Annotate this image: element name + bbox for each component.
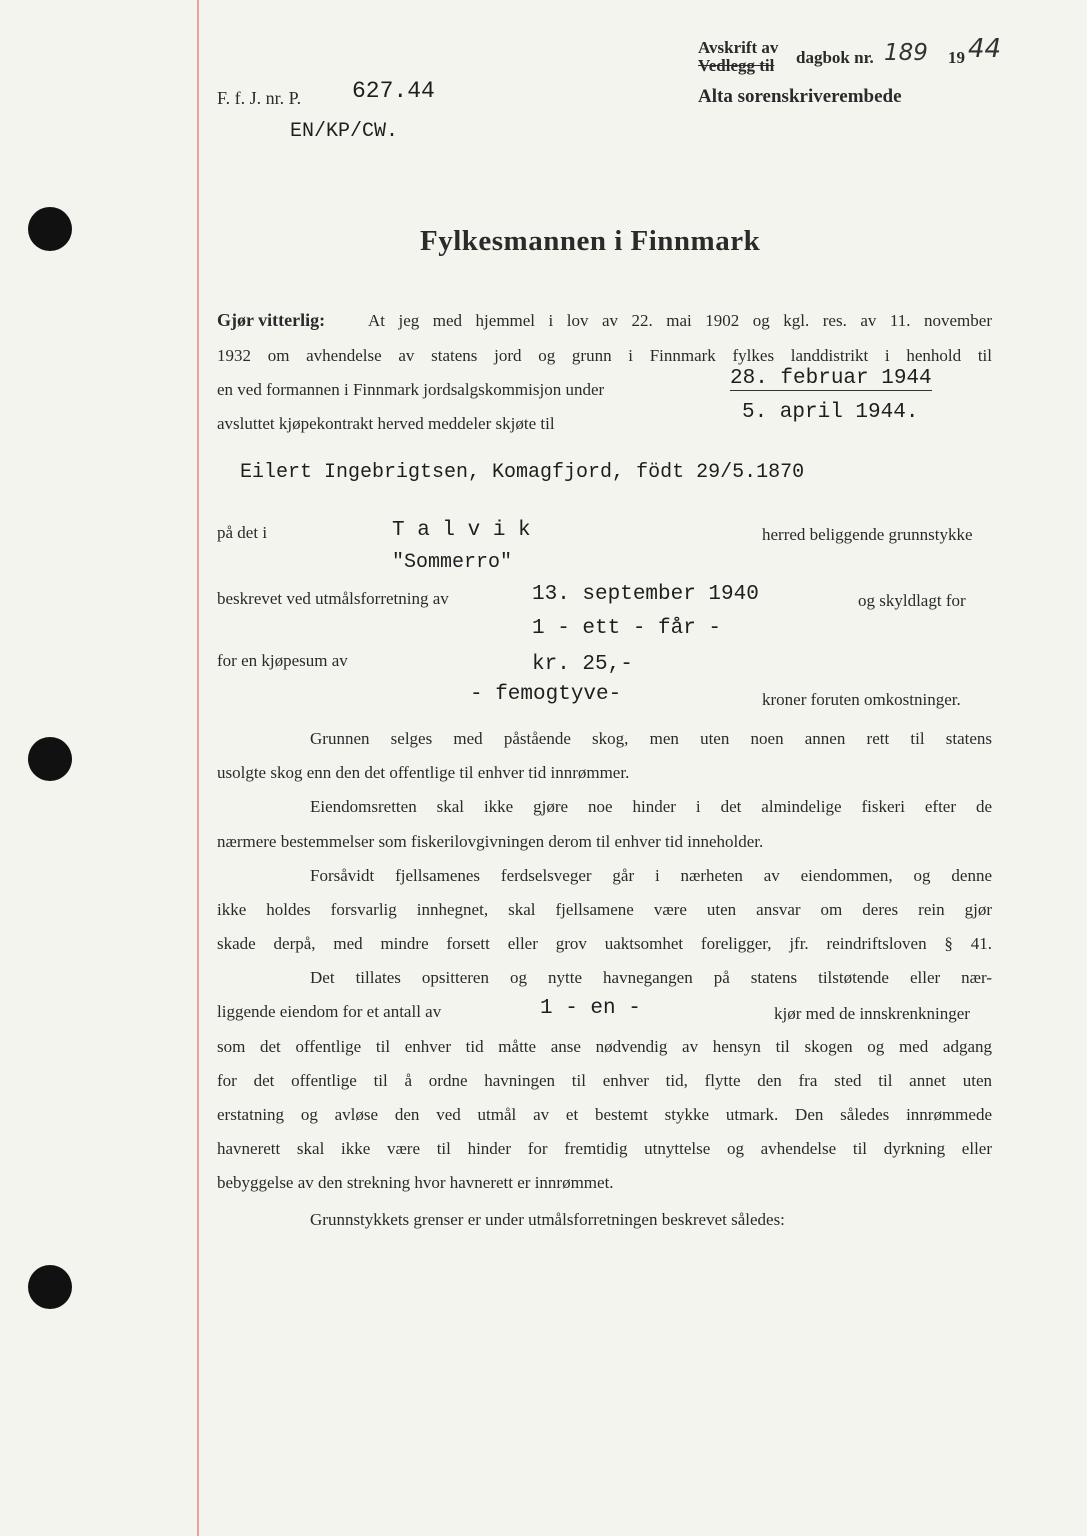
closing-line: Grunnstykkets grenser er under utmålsforretningen beskrevet således: (310, 1210, 785, 1229)
reference-number: 627.44 (352, 78, 435, 104)
document-title: Fylkesmannen i Finnmark (420, 225, 761, 257)
stamp-year-prefix: 19 (948, 48, 965, 67)
grazing-line-7: bebyggelse av den strekning hvor havnerett er innrømmet. (217, 1173, 614, 1192)
paragraph-1-line-1: Grunnen selges med påstående skog, men uten noen annen rett til statens (310, 729, 992, 748)
stamp-avskrift: Avskrift av (698, 38, 779, 57)
grazing-line-1: Det tillates opsitteren og nytte havnegangen på statens tilstøtende eller nær- (310, 968, 992, 987)
grazing-line-6: havnerett skal ikke være til hinder for fremtidig utnyttelse og avhendelse til dyrkning eller (217, 1139, 992, 1158)
grazing-count: 1 - en - (540, 997, 641, 1020)
intro-line-4: avsluttet kjøpekontrakt herved meddeler skjøte til (217, 414, 555, 433)
stamp-dagbok-number: 189 (884, 40, 928, 66)
label-skyldlagt: og skyldlagt for (858, 591, 966, 610)
grantee: Eilert Ingebrigtsen, Komagfjord, födt 29/5.1870 (240, 461, 805, 484)
price-in-words: - femogtyve- (470, 683, 622, 706)
stamp-year-handwritten: 44 (968, 34, 1002, 64)
stamp-vedlegg: Vedlegg til (698, 56, 775, 75)
contract-date: 28. februar 1944 (730, 367, 932, 390)
grazing-line-5: erstatning og avløse den ved utmål av et bestemt stykke utmark. Den således innrømmede (217, 1105, 992, 1124)
grazing-line-2-end: kjør med de innskrenkninger (774, 1004, 970, 1023)
grazing-line-4: for det offentlige til å ordne havningen til enhver tid, flytte den fra sted til annet uten (217, 1071, 992, 1090)
deed-date: 5. april 1944. (742, 401, 919, 424)
margin-rule (197, 0, 199, 1536)
paragraph-2-line-1: Eiendomsretten skal ikke gjøre noe hinder i det almindelige fiskeri efter de (310, 797, 992, 816)
label-herred: herred beliggende grunnstykke (762, 525, 973, 544)
initials: EN/KP/CW. (290, 120, 399, 143)
stamp-dagbok: dagbok nr. (796, 48, 874, 67)
survey-date: 13. september 1940 (532, 583, 759, 606)
reference-prefix: F. f. J. nr. P. (217, 88, 302, 108)
paragraph-3-line-1: Forsåvidt fjellsamenes ferdselsveger går i nærheten av eiendommen, og denne (310, 866, 992, 885)
intro-lead: Gjør vitterlig: (217, 310, 326, 330)
paragraph-1-line-2: usolgte skog enn den det offentlige til enhver tid innrømmer. (217, 763, 630, 782)
intro-line-2: 1932 om avhendelse av statens jord og grunn i Finnmark fylkes landdistrikt i henhold til (217, 346, 992, 365)
paragraph-2-line-2: nærmere bestemmelser som fiskerilovgivningen derom til enhver tid inneholder. (217, 832, 764, 851)
label-beskrevet: beskrevet ved utmålsforretning av (217, 589, 449, 608)
skyld-value: 1 - ett - får - (532, 617, 722, 640)
herred-name: T a l v i k (392, 519, 531, 542)
label-pa-det-i: på det i (217, 523, 268, 542)
paragraph-3-line-2: ikke holdes forsvarlig innhegnet, skal fjellsamene være uten ansvar om deres rein gjør (217, 900, 992, 919)
punch-hole-top (28, 207, 72, 251)
grazing-line-2-start: liggende eiendom for et antall av (217, 1002, 442, 1021)
intro-line-3: en ved formannen i Finnmark jordsalgskommisjon under (217, 380, 605, 399)
paragraph-3-line-3: skade derpå, med mindre forsett eller grov uaktsomhet foreligger, jfr. reindriftsloven § 41. (217, 934, 992, 953)
grazing-line-3: som det offentlige til enhver tid måtte anse nødvendig av hensyn til skogen og med adgang (217, 1037, 992, 1056)
label-kroner: kroner foruten omkostninger. (762, 690, 961, 709)
label-kjopesum: for en kjøpesum av (217, 651, 348, 670)
price: kr. 25,- (532, 653, 633, 676)
property-name: "Sommerro" (392, 551, 513, 574)
intro-line-1: At jeg med hjemmel i lov av 22. mai 1902 og kgl. res. av 11. november (368, 311, 992, 330)
office-name: Alta sorenskriverembede (698, 86, 902, 107)
punch-hole-bottom (28, 1265, 72, 1309)
punch-hole-middle (28, 737, 72, 781)
